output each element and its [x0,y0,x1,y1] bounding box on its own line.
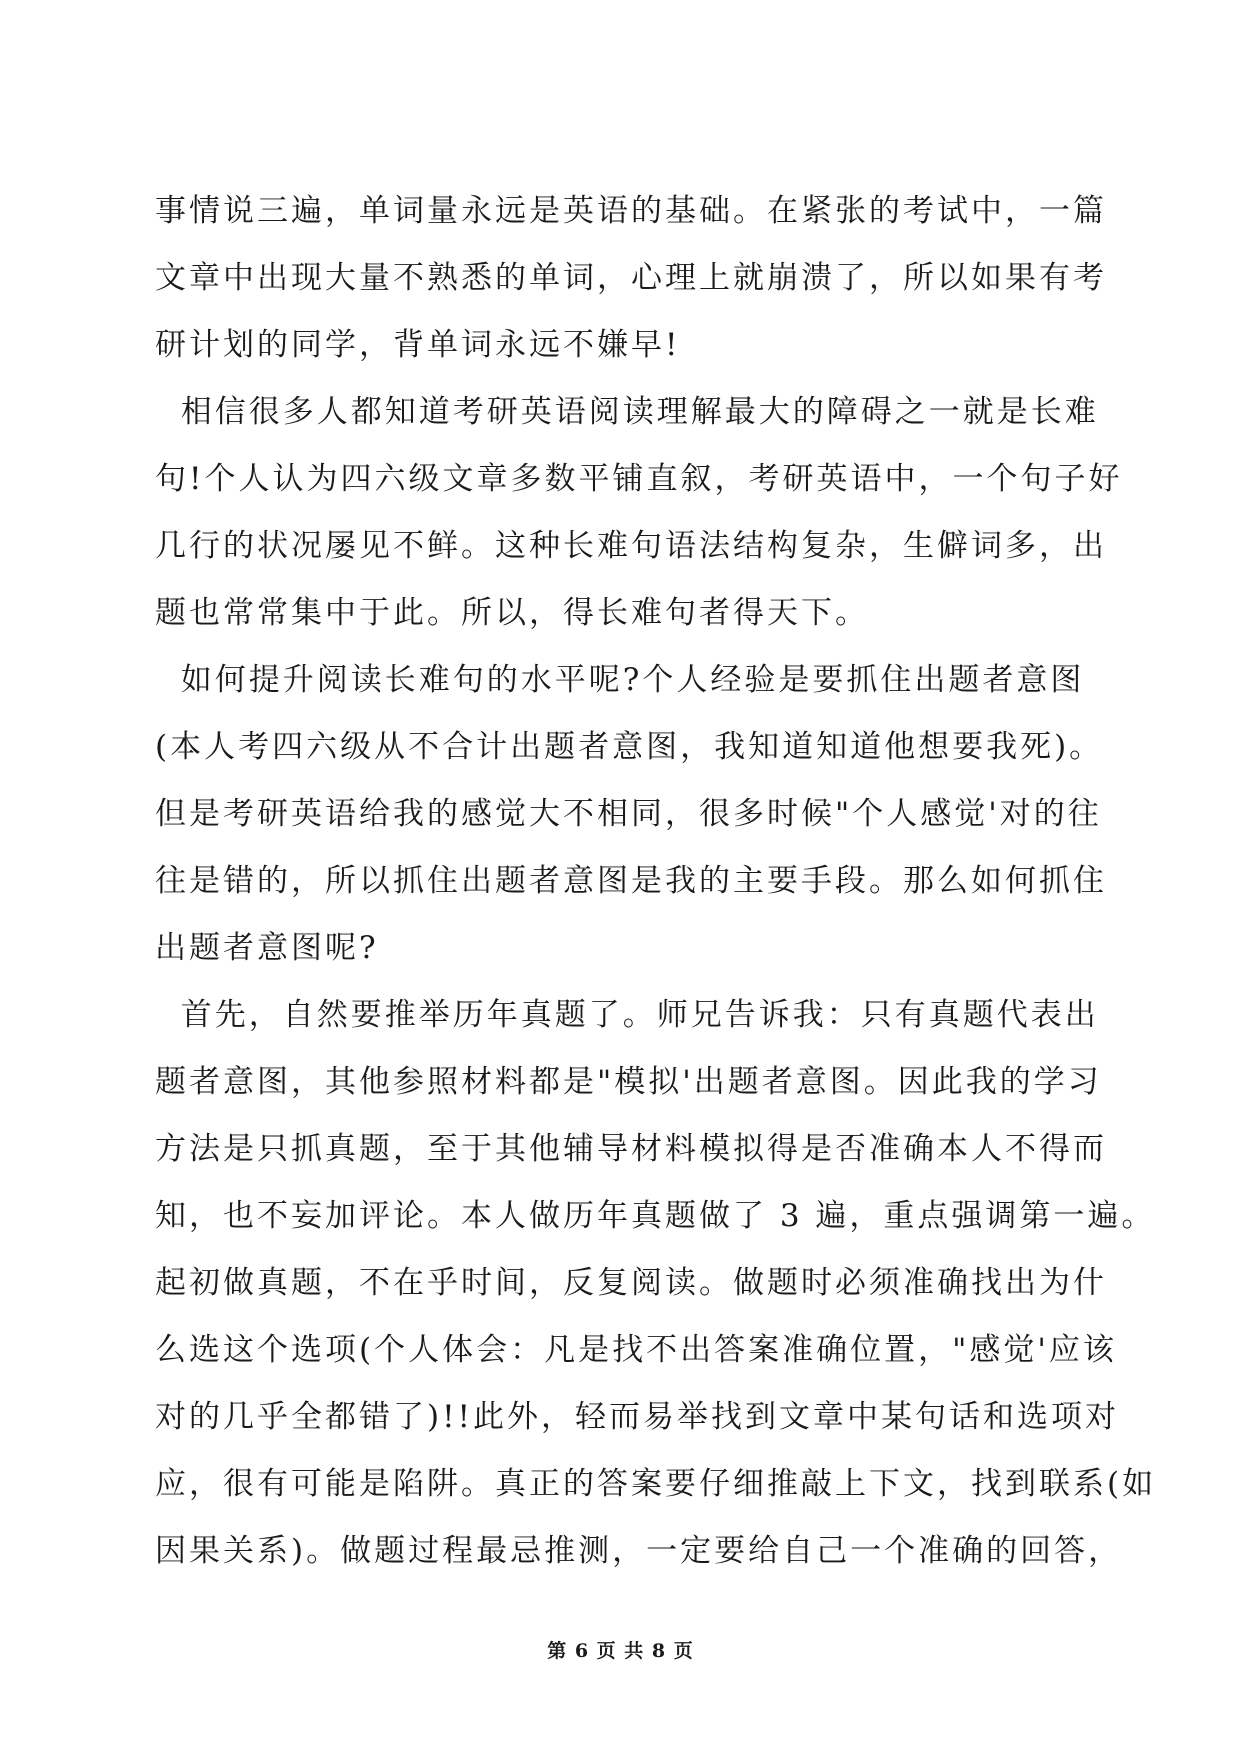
text-line: 对的几乎全都错了)!!此外，轻而易举找到文章中某句话和选项对 [155,1399,1120,1435]
text-line: 句!个人认为四六级文章多数平铺直叙，考研英语中，一个句子好 [155,461,1123,497]
text-line: 起初做真题，不在乎时间，反复阅读。做题时必须准确找出为什 [155,1265,1107,1301]
text-line: 往是错的，所以抓住出题者意图是我的主要手段。那么如何抓住 [155,863,1107,899]
text-line: 首先，自然要推举历年真题了。师兄告诉我：只有真题代表出 [155,997,1099,1033]
text-line: 知，也不妄加评论。本人做历年真题做了 3 遍，重点强调第一遍。 [155,1198,1156,1234]
text-line: 方法是只抓真题，至于其他辅导材料模拟得是否准确本人不得而 [155,1131,1107,1167]
body-text [155,178,1157,1585]
text-line: 题者意图，其他参照材料都是"模拟'出题者意图。因此我的学习 [155,1064,1102,1100]
text-line: 题也常常集中于此。所以，得长难句者得天下。 [155,595,869,631]
text-line: 出题者意图呢? [155,930,379,966]
text-line: 事情说三遍，单词量永远是英语的基础。在紧张的考试中，一篇 [155,193,1107,229]
text-line: 几行的状况屡见不鲜。这种长难句语法结构复杂，生僻词多，出 [155,528,1107,564]
text-line: 因果关系)。做题过程最忌推测，一定要给自己一个准确的回答， [155,1533,1123,1569]
text-line: (本人考四六级从不合计出题者意图，我知道知道他想要我死)。 [155,729,1104,765]
text-line: 么选这个选项(个人体会：凡是找不出答案准确位置，"感觉'应该 [155,1332,1117,1368]
text-line: 应，很有可能是陷阱。真正的答案要仔细推敲上下文，找到联系(如 [155,1466,1157,1502]
text-line: 但是考研英语给我的感觉大不相同，很多时候"个人感觉'对的往 [155,796,1102,832]
text-line: 文章中出现大量不熟悉的单词，心理上就崩溃了，所以如果有考 [155,260,1107,296]
page-number: 第 6 页 共 8 页 [547,1640,694,1662]
text-line: 相信很多人都知道考研英语阅读理解最大的障碍之一就是长难 [155,394,1099,430]
text-line: 如何提升阅读长难句的水平呢?个人经验是要抓住出题者意图 [155,662,1085,698]
text-line: 研计划的同学，背单词永远不嫌早! [155,327,681,363]
